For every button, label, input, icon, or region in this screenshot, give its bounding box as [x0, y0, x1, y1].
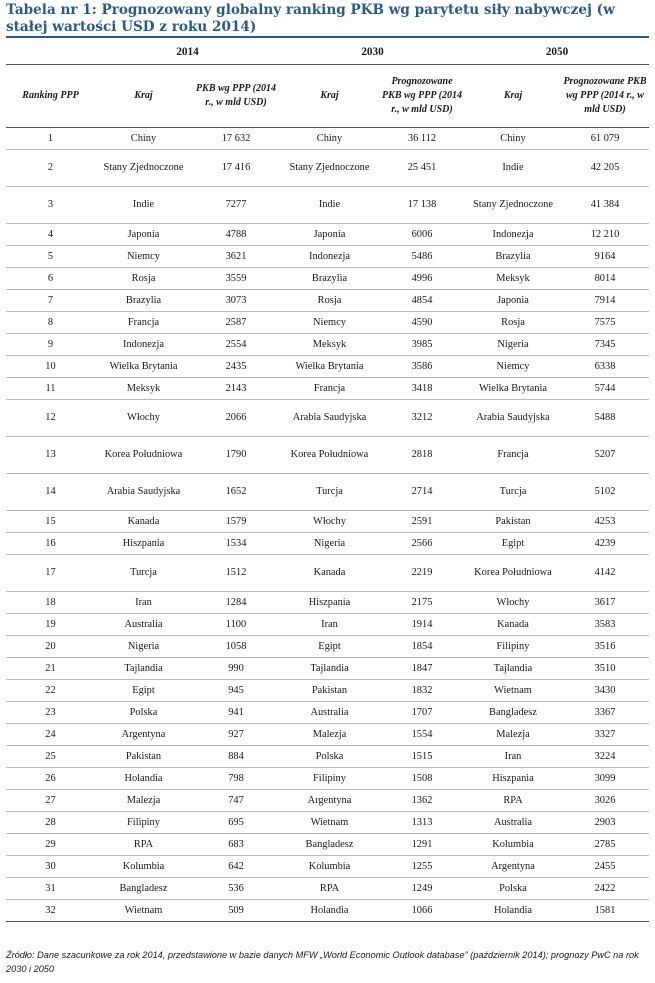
table-cell-country-2050: Stany Zjednoczone [465, 187, 561, 224]
table-cell-country-2050: Filipiny [465, 636, 561, 658]
table-cell-gdp-2030: 3212 [379, 400, 465, 437]
table-cell-gdp-2050: 8014 [561, 268, 649, 290]
table-cell-gdp-2030: 1832 [379, 680, 465, 702]
table-cell-country-2030: Tajlandia [280, 658, 379, 680]
column-header-row [6, 65, 649, 128]
table-cell-country-2050: Iran [465, 746, 561, 768]
column-header-gdp-2030: Prognozowane PKB wg PPP (2014 r., w mld USD) [379, 65, 465, 128]
table-cell-gdp-2050: 3327 [561, 724, 649, 746]
table-cell-country-2050: Kolumbia [465, 834, 561, 856]
table-cell-rank: 30 [6, 856, 95, 878]
table-cell-gdp-2014: 1579 [192, 511, 280, 533]
table-cell-rank: 26 [6, 768, 95, 790]
table-cell-gdp-2050: 2903 [561, 812, 649, 834]
table-row [6, 812, 649, 834]
table-cell-country-2014: Meksyk [95, 378, 192, 400]
table-cell-rank: 23 [6, 702, 95, 724]
table-row [6, 900, 649, 922]
table-cell-gdp-2014: 1790 [192, 437, 280, 474]
table-cell-gdp-2050: 7914 [561, 290, 649, 312]
table-cell-country-2050: Francja [465, 437, 561, 474]
table-cell-gdp-2050: 61 079 [561, 128, 649, 150]
table-cell-gdp-2014: 4788 [192, 224, 280, 246]
table-cell-gdp-2014: 3559 [192, 268, 280, 290]
table-cell-country-2014: Bangladesz [95, 878, 192, 900]
table-cell-gdp-2050: 6338 [561, 356, 649, 378]
table-cell-gdp-2014: 695 [192, 812, 280, 834]
table-cell-gdp-2014: 927 [192, 724, 280, 746]
table-title: Tabela nr 1: Prognozowany globalny ranking PKB wg parytetu siły nabywczej (w stałej wartości USD z roku 2014) [6, 2, 615, 35]
table-cell-gdp-2050: 3367 [561, 702, 649, 724]
table-cell-gdp-2030: 3586 [379, 356, 465, 378]
table-cell-country-2030: Holandia [280, 900, 379, 922]
table-cell-rank: 25 [6, 746, 95, 768]
table-row [6, 680, 649, 702]
table-cell-gdp-2030: 1249 [379, 878, 465, 900]
table-cell-country-2014: Tajlandia [95, 658, 192, 680]
table-cell-country-2030: Bangladesz [280, 834, 379, 856]
table-cell-country-2050: Włochy [465, 592, 561, 614]
table-cell-gdp-2014: 884 [192, 746, 280, 768]
table-cell-rank: 21 [6, 658, 95, 680]
table-cell-country-2050: Arabia Saudyjska [465, 400, 561, 437]
table-cell-country-2050: Kanada [465, 614, 561, 636]
table-cell-country-2014: Hiszpania [95, 533, 192, 555]
table-cell-rank: 8 [6, 312, 95, 334]
table-cell-country-2050: Brazylia [465, 246, 561, 268]
table-cell-country-2014: Nigeria [95, 636, 192, 658]
table-row [6, 746, 649, 768]
table-cell-country-2030: Rosja [280, 290, 379, 312]
table-cell-country-2030: Stany Zjednoczone [280, 150, 379, 187]
table-cell-country-2050: Egipt [465, 533, 561, 555]
table-cell-country-2030: Filipiny [280, 768, 379, 790]
table-cell-country-2050: Japonia [465, 290, 561, 312]
table-cell-country-2030: Kanada [280, 555, 379, 592]
table-cell-country-2030: Brazylia [280, 268, 379, 290]
table-row [6, 592, 649, 614]
table-cell-gdp-2030: 1255 [379, 856, 465, 878]
table-cell-country-2014: Francja [95, 312, 192, 334]
table-row [6, 511, 649, 533]
table-cell-gdp-2050: 12 210 [561, 224, 649, 246]
table-cell-gdp-2030: 1508 [379, 768, 465, 790]
table-cell-gdp-2014: 2554 [192, 334, 280, 356]
table-cell-gdp-2030: 1291 [379, 834, 465, 856]
table-cell-country-2050: Malezja [465, 724, 561, 746]
table-cell-gdp-2050: 4142 [561, 555, 649, 592]
table-cell-country-2050: RPA [465, 790, 561, 812]
table-cell-country-2030: Wietnam [280, 812, 379, 834]
table-row [6, 128, 649, 150]
table-cell-gdp-2030: 25 451 [379, 150, 465, 187]
table-cell-country-2014: Malezja [95, 790, 192, 812]
table-cell-country-2050: Korea Południowa [465, 555, 561, 592]
table-cell-rank: 32 [6, 900, 95, 922]
table-cell-gdp-2014: 990 [192, 658, 280, 680]
column-header-gdp-2014: PKB wg PPP (2014 r., w mld USD) [192, 65, 280, 128]
table-cell-rank: 3 [6, 187, 95, 224]
table-cell-country-2014: RPA [95, 834, 192, 856]
table-cell-gdp-2030: 3985 [379, 334, 465, 356]
table-cell-country-2030: Indie [280, 187, 379, 224]
table-cell-gdp-2050: 2785 [561, 834, 649, 856]
table-cell-gdp-2050: 1581 [561, 900, 649, 922]
table-cell-country-2030: Nigeria [280, 533, 379, 555]
table-cell-country-2014: Pakistan [95, 746, 192, 768]
table-cell-country-2030: Egipt [280, 636, 379, 658]
table-cell-country-2014: Turcja [95, 555, 192, 592]
table-cell-country-2050: Holandia [465, 900, 561, 922]
table-cell-gdp-2050: 2422 [561, 878, 649, 900]
table-cell-rank: 22 [6, 680, 95, 702]
table-cell-country-2030: Francja [280, 378, 379, 400]
table-row [6, 790, 649, 812]
table-cell-gdp-2050: 9164 [561, 246, 649, 268]
table-cell-rank: 28 [6, 812, 95, 834]
table-row [6, 636, 649, 658]
table-row [6, 474, 649, 511]
table-cell-gdp-2050: 5488 [561, 400, 649, 437]
table-row [6, 378, 649, 400]
table-row [6, 878, 649, 900]
table-cell-gdp-2050: 3099 [561, 768, 649, 790]
table-cell-country-2030: RPA [280, 878, 379, 900]
table-cell-rank: 16 [6, 533, 95, 555]
table-cell-gdp-2030: 5486 [379, 246, 465, 268]
table-cell-rank: 4 [6, 224, 95, 246]
table-cell-country-2050: Nigeria [465, 334, 561, 356]
table-cell-gdp-2014: 3621 [192, 246, 280, 268]
table-cell-country-2030: Japonia [280, 224, 379, 246]
table-cell-gdp-2030: 1362 [379, 790, 465, 812]
table-cell-country-2050: Polska [465, 878, 561, 900]
table-body [6, 128, 649, 922]
table-cell-rank: 24 [6, 724, 95, 746]
table-cell-gdp-2030: 4590 [379, 312, 465, 334]
table-cell-gdp-2014: 1534 [192, 533, 280, 555]
table-cell-rank: 17 [6, 555, 95, 592]
table-row [6, 224, 649, 246]
table-cell-rank: 29 [6, 834, 95, 856]
table-cell-rank: 1 [6, 128, 95, 150]
table-cell-gdp-2014: 945 [192, 680, 280, 702]
table-cell-country-2030: Chiny [280, 128, 379, 150]
table-cell-country-2030: Turcja [280, 474, 379, 511]
table-cell-country-2050: Indonezja [465, 224, 561, 246]
table-cell-country-2014: Stany Zjednoczone [95, 150, 192, 187]
table-cell-gdp-2030: 1707 [379, 702, 465, 724]
table-cell-gdp-2014: 1058 [192, 636, 280, 658]
table-cell-rank: 2 [6, 150, 95, 187]
table-cell-country-2014: Chiny [95, 128, 192, 150]
table-cell-rank: 14 [6, 474, 95, 511]
title-rule [6, 36, 649, 38]
table-cell-country-2014: Filipiny [95, 812, 192, 834]
table-cell-gdp-2030: 1554 [379, 724, 465, 746]
table-row [6, 400, 649, 437]
column-header-rank: Ranking PPP [6, 65, 95, 128]
year-header-row [6, 40, 649, 65]
table-cell-gdp-2030: 2566 [379, 533, 465, 555]
table-cell-gdp-2050: 4239 [561, 533, 649, 555]
table-cell-gdp-2030: 2175 [379, 592, 465, 614]
table-cell-rank: 15 [6, 511, 95, 533]
table-cell-country-2014: Holandia [95, 768, 192, 790]
table-row [6, 834, 649, 856]
table-cell-country-2014: Japonia [95, 224, 192, 246]
table-row [6, 555, 649, 592]
table-row [6, 768, 649, 790]
table-cell-country-2014: Brazylia [95, 290, 192, 312]
table-cell-gdp-2014: 3073 [192, 290, 280, 312]
table-row [6, 356, 649, 378]
table-cell-country-2050: Chiny [465, 128, 561, 150]
table-cell-gdp-2014: 17 632 [192, 128, 280, 150]
table-cell-gdp-2014: 642 [192, 856, 280, 878]
table-cell-gdp-2030: 6006 [379, 224, 465, 246]
table-cell-gdp-2030: 17 138 [379, 187, 465, 224]
table-cell-rank: 7 [6, 290, 95, 312]
table-cell-gdp-2050: 3430 [561, 680, 649, 702]
table-cell-gdp-2030: 36 112 [379, 128, 465, 150]
table-cell-rank: 12 [6, 400, 95, 437]
table-cell-gdp-2030: 1847 [379, 658, 465, 680]
table-cell-country-2014: Egipt [95, 680, 192, 702]
table-cell-country-2050: Indie [465, 150, 561, 187]
table-cell-country-2014: Australia [95, 614, 192, 636]
table-row [6, 268, 649, 290]
table-cell-gdp-2014: 1100 [192, 614, 280, 636]
column-header-country-2014: Kraj [95, 65, 192, 128]
table-cell-rank: 9 [6, 334, 95, 356]
table-cell-gdp-2050: 5207 [561, 437, 649, 474]
table-cell-gdp-2050: 3510 [561, 658, 649, 680]
column-header-country-2050: Kraj [465, 65, 561, 128]
table-cell-gdp-2030: 2714 [379, 474, 465, 511]
table-cell-rank: 13 [6, 437, 95, 474]
table-cell-gdp-2030: 1914 [379, 614, 465, 636]
table-cell-gdp-2050: 3617 [561, 592, 649, 614]
table-cell-country-2050: Tajlandia [465, 658, 561, 680]
table-cell-country-2050: Pakistan [465, 511, 561, 533]
table-cell-gdp-2030: 2591 [379, 511, 465, 533]
table-cell-gdp-2050: 42 205 [561, 150, 649, 187]
table-cell-country-2030: Włochy [280, 511, 379, 533]
table-cell-country-2014: Polska [95, 702, 192, 724]
table-cell-gdp-2050: 3224 [561, 746, 649, 768]
table-cell-gdp-2014: 1284 [192, 592, 280, 614]
table-cell-country-2014: Korea Południowa [95, 437, 192, 474]
year-header-spacer [6, 40, 95, 65]
table-cell-country-2014: Indie [95, 187, 192, 224]
table-cell-gdp-2014: 17 416 [192, 150, 280, 187]
table-row [6, 437, 649, 474]
table-cell-country-2050: Argentyna [465, 856, 561, 878]
table-cell-gdp-2030: 1066 [379, 900, 465, 922]
table-cell-gdp-2014: 7277 [192, 187, 280, 224]
table-cell-rank: 20 [6, 636, 95, 658]
table-cell-country-2050: Wietnam [465, 680, 561, 702]
table-cell-country-2014: Argentyna [95, 724, 192, 746]
table-cell-country-2030: Iran [280, 614, 379, 636]
table-cell-country-2014: Rosja [95, 268, 192, 290]
table-cell-country-2014: Wielka Brytania [95, 356, 192, 378]
table-cell-gdp-2030: 1313 [379, 812, 465, 834]
table-cell-gdp-2050: 3583 [561, 614, 649, 636]
table-row [6, 533, 649, 555]
table-cell-country-2050: Australia [465, 812, 561, 834]
table-cell-gdp-2030: 3418 [379, 378, 465, 400]
table-row [6, 187, 649, 224]
table-cell-country-2014: Niemcy [95, 246, 192, 268]
table-row [6, 334, 649, 356]
table-cell-gdp-2014: 1512 [192, 555, 280, 592]
table-cell-country-2050: Bangladesz [465, 702, 561, 724]
table-cell-country-2014: Kanada [95, 511, 192, 533]
table-row [6, 246, 649, 268]
table-cell-gdp-2050: 3516 [561, 636, 649, 658]
table-cell-country-2030: Australia [280, 702, 379, 724]
table-cell-gdp-2050: 7345 [561, 334, 649, 356]
table-cell-country-2050: Rosja [465, 312, 561, 334]
table-cell-gdp-2050: 7575 [561, 312, 649, 334]
table-cell-country-2014: Wietnam [95, 900, 192, 922]
table-cell-gdp-2030: 1854 [379, 636, 465, 658]
table-cell-country-2014: Iran [95, 592, 192, 614]
table-cell-country-2030: Niemcy [280, 312, 379, 334]
table-cell-rank: 19 [6, 614, 95, 636]
table-cell-rank: 10 [6, 356, 95, 378]
table-cell-gdp-2014: 1652 [192, 474, 280, 511]
table-cell-country-2030: Indonezja [280, 246, 379, 268]
table-row [6, 702, 649, 724]
table-cell-gdp-2014: 509 [192, 900, 280, 922]
table-cell-country-2014: Kolumbia [95, 856, 192, 878]
table-row [6, 290, 649, 312]
table-cell-gdp-2050: 41 384 [561, 187, 649, 224]
table-cell-country-2050: Turcja [465, 474, 561, 511]
table-row [6, 150, 649, 187]
table-cell-country-2050: Wielka Brytania [465, 378, 561, 400]
table-cell-gdp-2050: 2455 [561, 856, 649, 878]
table-cell-gdp-2014: 941 [192, 702, 280, 724]
table-cell-gdp-2014: 2143 [192, 378, 280, 400]
ppp-ranking-table [6, 40, 649, 922]
table-cell-gdp-2014: 2587 [192, 312, 280, 334]
table-cell-gdp-2030: 2219 [379, 555, 465, 592]
year-header-2030: 2030 [280, 40, 465, 65]
table-cell-rank: 18 [6, 592, 95, 614]
table-cell-country-2030: Malezja [280, 724, 379, 746]
table-cell-country-2030: Polska [280, 746, 379, 768]
table-cell-gdp-2050: 5744 [561, 378, 649, 400]
table-cell-country-2014: Arabia Saudyjska [95, 474, 192, 511]
table-cell-gdp-2030: 4996 [379, 268, 465, 290]
table-cell-gdp-2014: 798 [192, 768, 280, 790]
table-cell-country-2030: Pakistan [280, 680, 379, 702]
source-footnote: Źródło: Dane szacunkowe za rok 2014, przedstawione w bazie danych MFW „World Economic Outlook database” (październik 2014); prognozy PwC na rok 2030 i 2050 [6, 950, 639, 974]
table-cell-gdp-2014: 747 [192, 790, 280, 812]
table-cell-gdp-2030: 4854 [379, 290, 465, 312]
table-cell-rank: 27 [6, 790, 95, 812]
table-cell-gdp-2014: 683 [192, 834, 280, 856]
table-cell-gdp-2014: 536 [192, 878, 280, 900]
table-cell-country-2014: Włochy [95, 400, 192, 437]
table-row [6, 312, 649, 334]
table-cell-country-2030: Arabia Saudyjska [280, 400, 379, 437]
year-header-2014: 2014 [95, 40, 280, 65]
table-cell-country-2030: Korea Południowa [280, 437, 379, 474]
table-cell-gdp-2030: 1515 [379, 746, 465, 768]
table-cell-country-2030: Kolumbia [280, 856, 379, 878]
table-cell-gdp-2030: 2818 [379, 437, 465, 474]
table-cell-rank: 6 [6, 268, 95, 290]
table-cell-gdp-2014: 2435 [192, 356, 280, 378]
table-cell-gdp-2014: 2066 [192, 400, 280, 437]
table-cell-rank: 11 [6, 378, 95, 400]
column-header-country-2030: Kraj [280, 65, 379, 128]
year-header-2050: 2050 [465, 40, 649, 65]
table-row [6, 856, 649, 878]
table-cell-country-2030: Wielka Brytania [280, 356, 379, 378]
table-cell-country-2030: Hiszpania [280, 592, 379, 614]
table-cell-rank: 5 [6, 246, 95, 268]
table-cell-gdp-2050: 3026 [561, 790, 649, 812]
table-row [6, 614, 649, 636]
table-cell-rank: 31 [6, 878, 95, 900]
table-cell-country-2030: Meksyk [280, 334, 379, 356]
column-header-gdp-2050: Prognozowane PKB wg PPP (2014 r., w mld USD) [561, 65, 649, 128]
table-row [6, 658, 649, 680]
table-cell-country-2014: Indonezja [95, 334, 192, 356]
table-cell-country-2050: Hiszpania [465, 768, 561, 790]
table-cell-gdp-2050: 4253 [561, 511, 649, 533]
table-cell-gdp-2050: 5102 [561, 474, 649, 511]
table-cell-country-2050: Niemcy [465, 356, 561, 378]
table-cell-country-2030: Argentyna [280, 790, 379, 812]
table-row [6, 724, 649, 746]
table-cell-country-2050: Meksyk [465, 268, 561, 290]
